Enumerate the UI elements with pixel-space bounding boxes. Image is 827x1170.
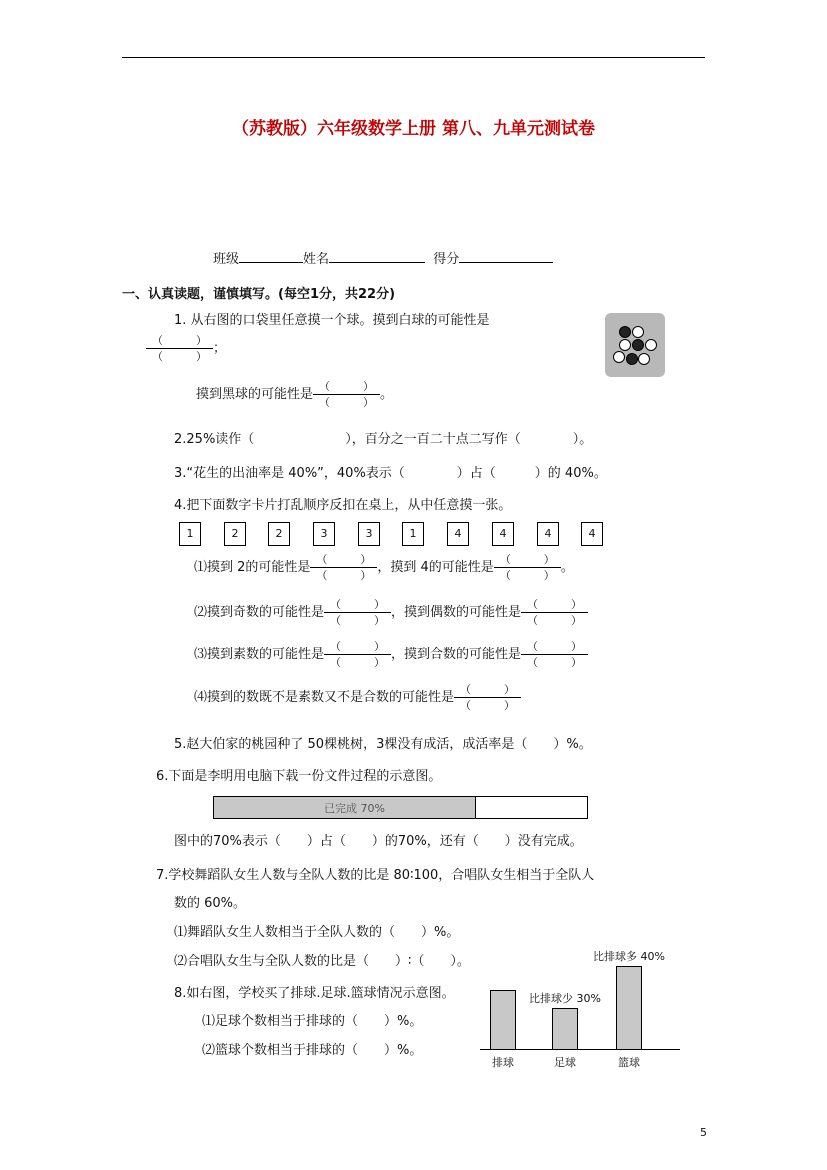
frac-den[interactable]: （ ）	[152, 350, 207, 363]
chart-annotation: 比排球少 30%	[529, 992, 601, 1005]
chart-category-label: 篮球	[618, 1056, 640, 1069]
q6-after: 图中的70%表示（ ）占（ ）的70%，还有（ ）没有完成。	[174, 834, 583, 849]
white-ball-icon	[645, 339, 657, 351]
header-line	[213, 248, 553, 267]
frac-num[interactable]: （ ）	[319, 380, 375, 393]
black-ball-icon	[632, 339, 644, 351]
q4-s4a: ⑷摸到的数既不是素数又不是合数的可能性是	[194, 690, 455, 705]
frac-num[interactable]: （ ）	[527, 640, 583, 653]
q4-sub1	[194, 553, 574, 582]
frac-den[interactable]: （ ）	[330, 656, 386, 669]
section-heading: 一、认真读题，谨慎填写。(每空1分，共22分)	[122, 287, 396, 302]
q1-black-text: 摸到黑球的可能性是	[196, 387, 314, 402]
number-card: 1	[179, 522, 201, 546]
q4-s1a: ⑴摸到 2的可能性是	[194, 560, 311, 575]
progress-label: 已完成 70%	[324, 802, 385, 815]
q8-sub1: ⑴足球个数相当于排球的（ ）%。	[202, 1014, 423, 1029]
q2-text: 2.25%读作（ ），百分之一百二十点二写作（ ）。	[174, 432, 593, 447]
q4-s3a: ⑶摸到素数的可能性是	[194, 647, 325, 662]
page-number: 5	[700, 1126, 707, 1139]
frac-num[interactable]: （ ）	[460, 683, 516, 696]
white-ball-icon	[619, 339, 631, 351]
q1-semicolon: ；	[213, 341, 227, 356]
number-card: 4	[447, 522, 469, 546]
white-ball-icon	[632, 326, 644, 338]
score-label: 得分	[433, 252, 460, 267]
frac-den[interactable]: （ ）	[319, 396, 375, 409]
frac-den[interactable]: （ ）	[499, 569, 555, 582]
q1-text: 1. 从右图的口袋里任意摸一个球。摸到白球的可能性是	[174, 313, 490, 328]
chart-category-label: 排球	[492, 1056, 514, 1069]
chart-annotation: 比排球多 40%	[593, 950, 665, 963]
frac-num[interactable]: （ ）	[330, 598, 386, 611]
q8-sub2: ⑵篮球个数相当于排球的（ ）%。	[202, 1043, 423, 1058]
name-blank[interactable]	[329, 250, 425, 263]
frac-num[interactable]: （ ）	[499, 553, 555, 566]
class-blank[interactable]	[239, 250, 303, 263]
frac-num[interactable]: （ ）	[527, 598, 583, 611]
frac-den[interactable]: （ ）	[460, 699, 516, 712]
q8-text: 8.如右图，学校买了排球.足球.篮球情况示意图。	[174, 986, 455, 1001]
ball-bag-image	[605, 313, 665, 377]
page-title: （苏教版）六年级数学上册 第八、九单元测试卷	[232, 119, 595, 139]
frac-num[interactable]: （ ）	[316, 553, 372, 566]
q4-s3b: ，摸到合数的可能性是	[391, 647, 522, 662]
q4-s1end: 。	[560, 560, 574, 575]
number-card: 3	[358, 522, 380, 546]
number-card: 4	[492, 522, 514, 546]
top-rule	[122, 57, 705, 58]
number-card: 2	[268, 522, 290, 546]
q7-sub2: ⑵合唱队女生与全队人数的比是（ ）∶（ ）。	[174, 954, 470, 969]
chart-category-label: 足球	[554, 1056, 576, 1069]
chart-bar	[552, 1008, 578, 1050]
q1-end: 。	[380, 387, 394, 402]
q7-sub1: ⑴舞蹈队女生人数相当于全队人数的（ ）%。	[174, 925, 460, 940]
q4-s2b: ，摸到偶数的可能性是	[391, 605, 522, 620]
q3-text: 3.“花生的出油率是 40%”，40%表示（ ）占（ ）的 40%。	[174, 466, 607, 481]
black-ball-icon	[626, 353, 638, 365]
q6-text: 6.下面是李明用电脑下载一份文件过程的示意图。	[156, 769, 442, 784]
number-card: 4	[581, 522, 603, 546]
download-progress-bar	[213, 796, 588, 819]
q4-sub2	[194, 598, 588, 627]
name-label: 姓名	[303, 252, 330, 267]
frac-den[interactable]: （ ）	[330, 614, 386, 627]
q1-white-fraction	[146, 334, 226, 363]
frac-den[interactable]: （ ）	[316, 569, 372, 582]
number-card: 2	[224, 522, 246, 546]
class-label: 班级	[213, 252, 240, 267]
q1-black-line	[196, 380, 393, 409]
frac-den[interactable]: （ ）	[527, 656, 583, 669]
q4-sub4	[194, 683, 521, 712]
frac-num[interactable]: （ ）	[330, 640, 386, 653]
q4-s2a: ⑵摸到奇数的可能性是	[194, 605, 325, 620]
chart-bar	[490, 990, 516, 1050]
q4-sub3	[194, 640, 588, 669]
score-blank[interactable]	[459, 250, 553, 263]
white-ball-icon	[613, 351, 625, 363]
frac-num[interactable]: （ ）	[152, 334, 207, 347]
number-card: 4	[537, 522, 559, 546]
number-card: 3	[313, 522, 335, 546]
ball-chart	[480, 930, 680, 1069]
frac-den[interactable]: （ ）	[527, 614, 583, 627]
chart-bar	[616, 966, 642, 1050]
black-ball-icon	[619, 326, 631, 338]
number-card: 1	[402, 522, 424, 546]
q4-s1b: ，摸到 4的可能性是	[377, 560, 494, 575]
q4-text: 4.把下面数字卡片打乱顺序反扣在桌上，从中任意摸一张。	[174, 498, 512, 513]
q5-text: 5.赵大伯家的桃园种了 50棵桃树，3棵没有成活，成活率是（ ）%。	[174, 737, 592, 752]
white-ball-icon	[638, 353, 650, 365]
q7-text2: 数的 60%。	[174, 896, 247, 911]
q7-text1: 7.学校舞蹈队女生人数与全队人数的比是 80∶100，合唱队女生相当于全队人	[156, 868, 595, 883]
